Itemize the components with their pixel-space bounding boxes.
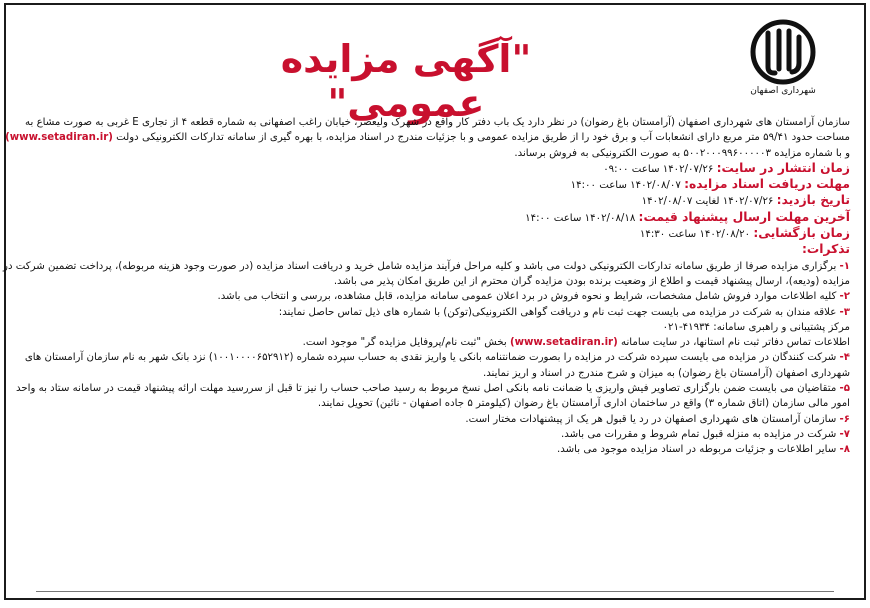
note-6 bbox=[20, 412, 850, 427]
date-row-publish bbox=[20, 161, 850, 177]
note-3-text-post: بخش "ثبت نام/پروفایل مزایده گر" موجود است. bbox=[302, 337, 507, 349]
date-value-opening: ۱۴۰۲/۰۸/۲۰ ساعت ۱۴:۳۰ bbox=[639, 229, 751, 241]
note-3-line-3 bbox=[20, 335, 850, 350]
note-3-text-a: علاقه مندان به شرکت در مزایده می بایست جهت ثبت نام و دریافت گواهی الکترونیکی(توکن) با شماره های ذیل تماس حاصل نمایند: bbox=[278, 306, 837, 318]
setad-link[interactable]: (www.setadiran.ir) bbox=[5, 132, 113, 144]
note-2-text: کلیه اطلاعات موارد فروش شامل مشخصات، شرایط و نحوه فروش در برد اعلان عمومی سامانه مزایده، قابل مشاهده، بررسی و انتخاب می باشد. bbox=[217, 291, 837, 303]
note-3-line-2: مرکز پشتیبانی و راهبری سامانه: ۴۱۹۳۴-۰۲۱ bbox=[662, 321, 850, 333]
note-5-line-2: امور مالی سازمان (اتاق شماره ۳) واقع در ساختمان اداری آرامستان باغ رضوان (کیلومتر ۵ جاده اصفهان - نائین) تحویل نمایند. bbox=[317, 398, 850, 410]
notice-body bbox=[3, 115, 850, 458]
bottom-divider bbox=[36, 591, 834, 592]
note-4-line-1 bbox=[20, 350, 850, 365]
date-label-visit: تاریخ بازدید: bbox=[776, 193, 850, 208]
municipality-logo bbox=[728, 19, 838, 115]
date-label-docs: مهلت دریافت اسناد مزایده: bbox=[684, 177, 850, 192]
note-1-line-2: مزایده (ودیعه)، ارسال پیشنهاد قیمت و اطلاع از وضعیت برنده بودن مزایده گران محترم از این طریق امکان پذیر می باشد. bbox=[333, 275, 850, 287]
setad-link-2[interactable]: (www.setadiran.ir) bbox=[509, 337, 618, 349]
date-label-opening: زمان بازگشایی: bbox=[753, 226, 850, 241]
date-value-offer: ۱۴۰۲/۰۸/۱۸ ساعت ۱۴:۰۰ bbox=[525, 212, 636, 224]
date-value-publish: ۱۴۰۲/۰۷/۲۶ ساعت ۰۹:۰۰ bbox=[603, 163, 714, 175]
note-6-number: ۶- bbox=[839, 413, 850, 425]
note-7 bbox=[20, 427, 850, 442]
note-4-text-a: شرکت کنندگان در مزایده می بایست سپرده شرکت در مزایده را بصورت ضمانتنامه بانکی یا واریز نقدی به حساب سپرده شماره (۱۰۰۱۰۰۰۰۶۵۲۹۱۲) نزد بانک شهر به نام سازمان آرامستان های bbox=[24, 352, 837, 364]
intro-line-3: و با شماره مزایده ۵۰۰۲۰۰۰۹۹۶۰۰۰۰۰۳ به صورت الکترونیکی به فروش برساند. bbox=[514, 147, 850, 159]
municipality-emblem-icon bbox=[742, 19, 824, 85]
note-3-text-pre: اطلاعات تماس دفاتر ثبت نام استانها، در سایت سامانه bbox=[621, 337, 850, 349]
note-1-number: ۱- bbox=[839, 260, 850, 272]
note-5-line-1 bbox=[15, 381, 850, 396]
note-6-text: سازمان آرامستان های شهرداری اصفهان در رد یا قبول هر یک از پیشنهادات مختار است. bbox=[465, 413, 837, 425]
note-8 bbox=[20, 442, 850, 457]
note-8-number: ۸- bbox=[839, 444, 850, 456]
note-8-text: سایر اطلاعات و جزئیات مربوطه در اسناد مزایده موجود می باشد. bbox=[557, 444, 837, 456]
page-title: "آگهی مزایده عمومی" bbox=[280, 37, 532, 125]
note-2-number: ۲- bbox=[839, 291, 850, 303]
intro-line-1: سازمان آرامستان های شهرداری اصفهان (آرامستان باغ رضوان) در نظر دارد یک باب دفتر کار واقع در شهرک ولیعصر، خیابان راغب اصفهانی به شماره قطعه ۴ از تجاری E غربی به صورت مشاع به bbox=[25, 117, 850, 128]
date-label-publish: زمان انتشار در سایت: bbox=[716, 160, 850, 175]
notes-title: تذکرات: bbox=[801, 242, 850, 257]
notes-title-row bbox=[20, 242, 850, 258]
note-7-text: شرکت در مزایده به منزله قبول تمام شروط و مقررات می باشد. bbox=[561, 428, 837, 440]
note-5-text-a: متقاضیان می بایست ضمن بارگزاری تصاویر فیش واریزی یا ضمانت نامه بانکی اصل نسخ مربوط به رسید صاحب حساب را نیز تا قبل از سررسید مهلت ارائه پیشنهاد قیمت در سامانه ستاد به واحد bbox=[15, 383, 837, 395]
intro-line-2 bbox=[5, 130, 850, 145]
date-row-visit bbox=[20, 193, 850, 209]
note-1-text-a: برگزاری مزایده صرفا از طریق سامانه تدارکات الکترونیکی دولت می باشد و کلیه مراحل فرآیند مزایده شامل خرید و دریافت اسناد مزایده (در صورت وجود هزینه مربوطه)، پرداخت تضمین شرکت در bbox=[3, 260, 837, 272]
notice-page bbox=[4, 3, 866, 600]
note-4-number: ۴- bbox=[839, 352, 850, 364]
intro-line-2-text: مساحت حدود ۵۹/۴۱ متر مربع دارای انشعابات آب و برق خود را از طریق مزایده عمومی و با جزئیات مندرج در اسناد مزایده، با بهره گیری از سامانه تدارکات الکترونیکی دولت bbox=[116, 132, 850, 144]
date-value-docs: ۱۴۰۲/۰۸/۰۷ ساعت ۱۴:۰۰ bbox=[570, 180, 681, 192]
date-row-opening bbox=[20, 226, 850, 242]
date-label-offer: آخرین مهلت ارسال پیشنهاد قیمت: bbox=[638, 209, 850, 224]
date-value-visit: ۱۴۰۲/۰۷/۲۶ لغایت ۱۴۰۲/۰۸/۰۷ bbox=[641, 196, 774, 208]
note-1-line-1 bbox=[3, 259, 850, 274]
logo-caption: شهرداری اصفهان bbox=[750, 86, 816, 96]
date-row-docs bbox=[20, 177, 850, 193]
note-4-line-2: شهرداری اصفهان (آرامستان باغ رضوان) به میزان و شرح مندرج در اسناد و اریز نمایند. bbox=[482, 367, 850, 379]
date-row-offer bbox=[20, 210, 850, 226]
note-2 bbox=[20, 289, 850, 304]
note-5-number: ۵- bbox=[839, 383, 850, 395]
note-7-number: ۷- bbox=[839, 428, 850, 440]
note-3-line-1 bbox=[20, 305, 850, 320]
note-3-number: ۳- bbox=[839, 306, 850, 318]
